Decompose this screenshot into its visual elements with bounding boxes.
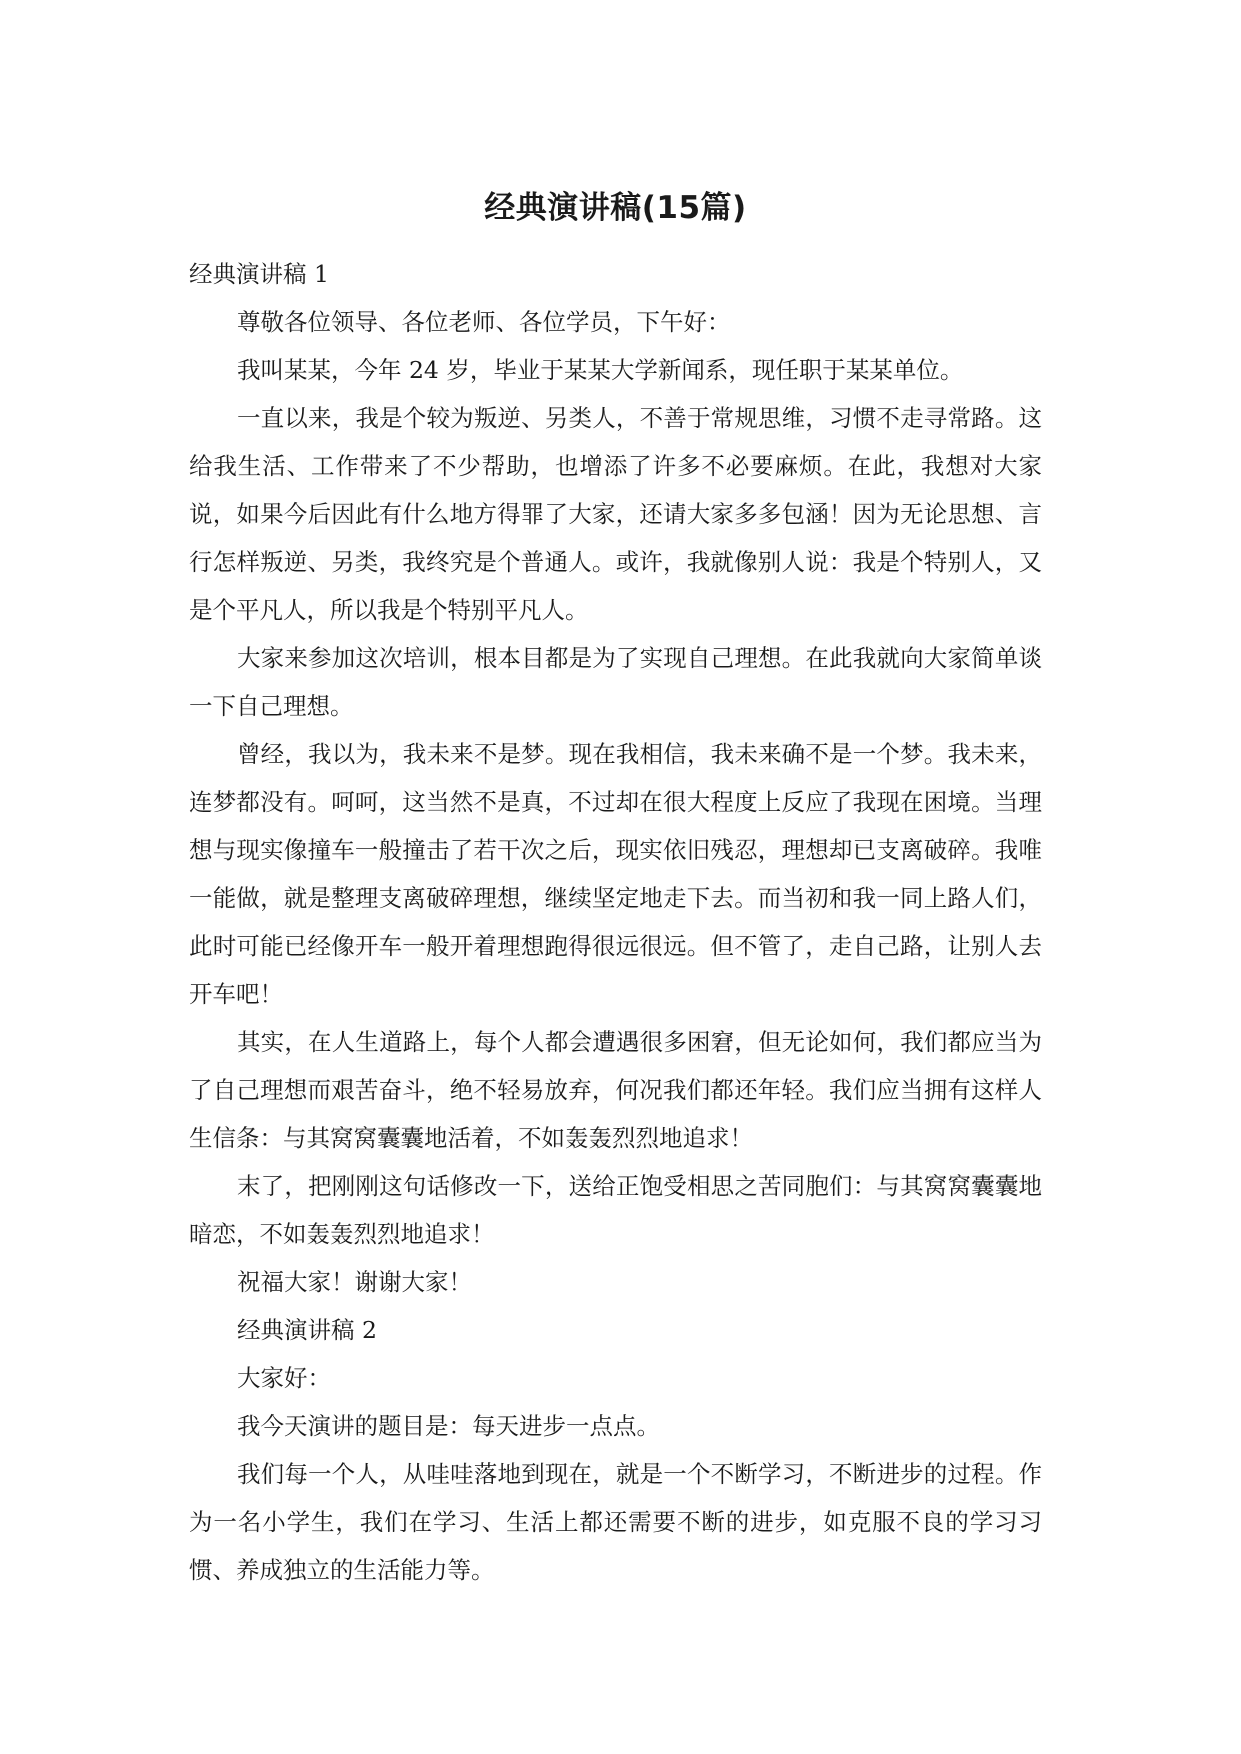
paragraph: 我今天演讲的题目是：每天进步一点点。 — [237, 1412, 660, 1440]
paragraph: 经典演讲稿 1 — [189, 260, 329, 288]
paragraph: 祝福大家！谢谢大家！ — [237, 1268, 472, 1296]
paragraph: 尊敬各位领导、各位老师、各位学员，下午好： — [237, 308, 731, 336]
document-page — [189, 188, 1042, 1594]
paragraph: 大家来参加这次培训，根本目都是为了实现自己理想。在此我就向大家简单谈一下自己理想。 — [189, 644, 1042, 720]
paragraph: 其实，在人生道路上，每个人都会遭遇很多困窘，但无论如何，我们都应当为了自己理想而艰苦奋斗，绝不轻易放弃，何况我们都还年轻。我们应当拥有这样人生信条：与其窝窝囊囊地活着，不如轰轰烈烈地追求！ — [189, 1028, 1042, 1152]
paragraph: 一直以来，我是个较为叛逆、另类人，不善于常规思维，习惯不走寻常路。这给我生活、工作带来了不少帮助，也增添了许多不必要麻烦。在此，我想对大家说，如果今后因此有什么地方得罪了大家，还请大家多多包涵！因为无论思想、言行怎样叛逆、另类，我终究是个普通人。或许，我就像别人说：我是个特别人，又是个平凡人，所以我是个特别平凡人。 — [189, 404, 1042, 624]
paragraph: 末了，把刚刚这句话修改一下，送给正饱受相思之苦同胞们：与其窝窝囊囊地暗恋，不如轰轰烈烈地追求！ — [189, 1172, 1042, 1248]
paragraph: 经典演讲稿 2 — [237, 1316, 377, 1344]
paragraph: 我叫某某，今年 24 岁，毕业于某某大学新闻系，现任职于某某单位。 — [237, 356, 964, 384]
document-title: 经典演讲稿(15篇) — [484, 190, 747, 226]
paragraph: 曾经，我以为，我未来不是梦。现在我相信，我未来确不是一个梦。我未来，连梦都没有。呵呵，这当然不是真，不过却在很大程度上反应了我现在困境。当理想与现实像撞车一般撞击了若干次之后，现实依旧残忍，理想却已支离破碎。我唯一能做，就是整理支离破碎理想，继续坚定地走下去。而当初和我一同上路人们，此时可能已经像开车一般开着理想跑得很远很远。但不管了，走自己路，让别人去开车吧！ — [189, 740, 1042, 1008]
paragraph: 大家好： — [237, 1364, 331, 1392]
paragraph: 我们每一个人，从哇哇落地到现在，就是一个不断学习，不断进步的过程。作为一名小学生，我们在学习、生活上都还需要不断的进步，如克服不良的学习习惯、养成独立的生活能力等。 — [189, 1460, 1042, 1584]
document-body — [189, 250, 1042, 1594]
